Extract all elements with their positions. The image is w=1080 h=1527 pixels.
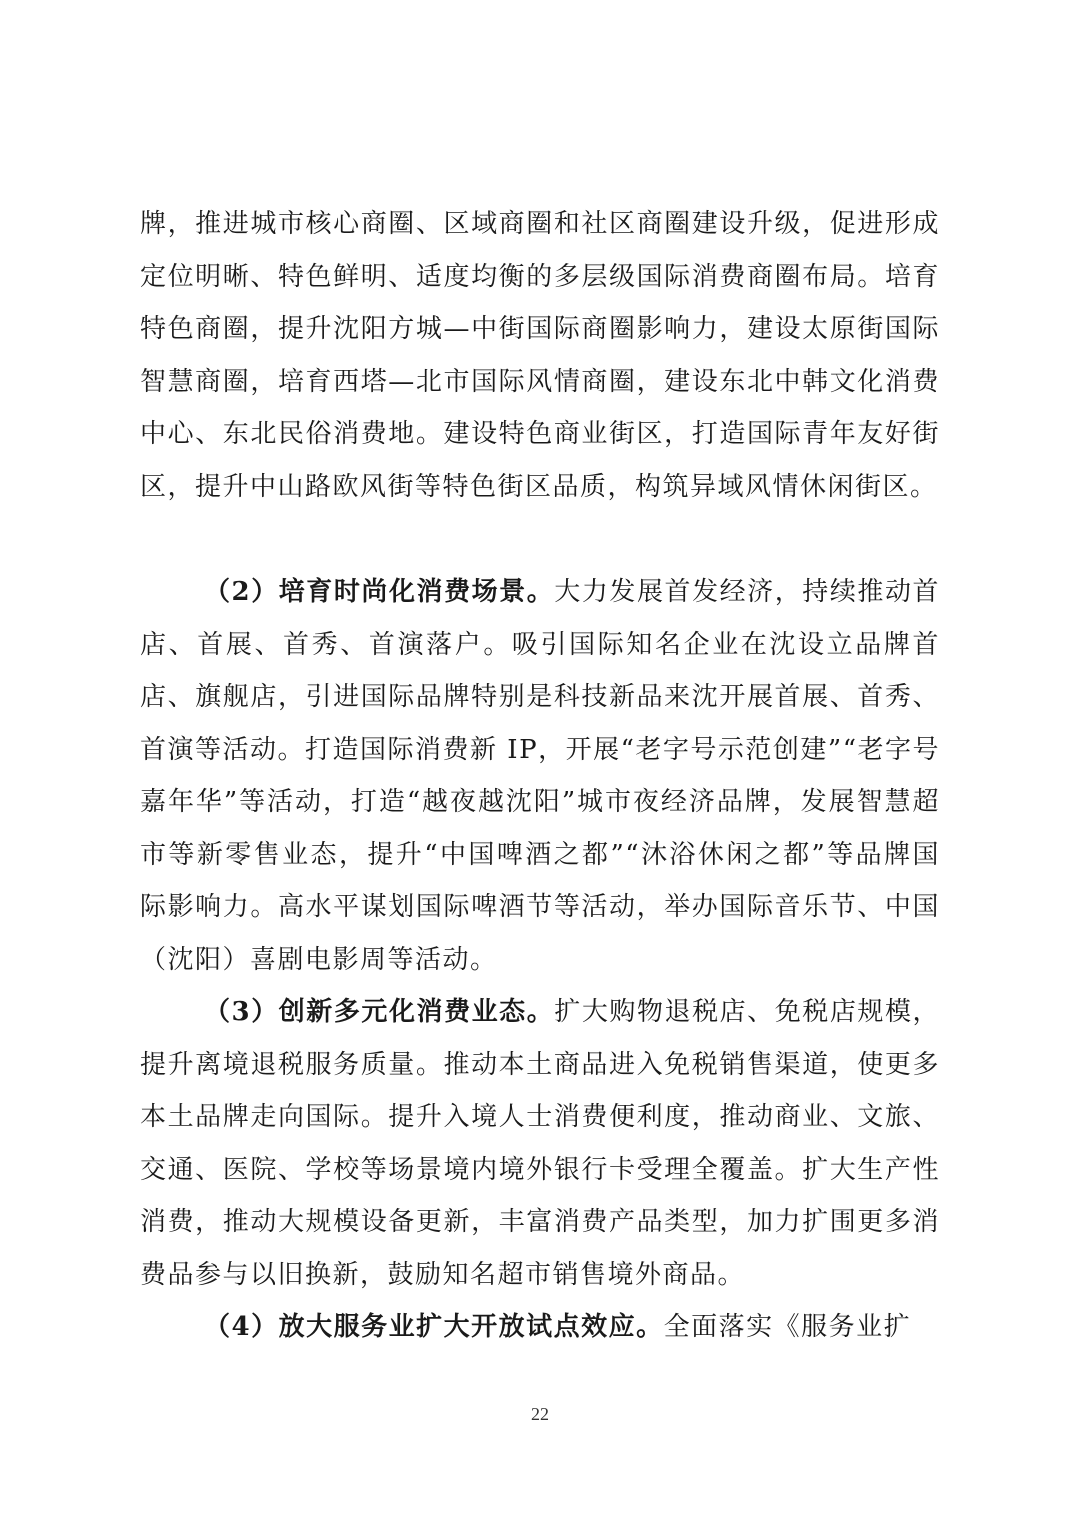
paragraph-diversified-consumption-formats [140, 986, 940, 1301]
paragraph-continuation [140, 198, 940, 513]
paragraph-body-text: 全面落实《服务业扩 [663, 1312, 912, 1342]
paragraph-heading: （3）创新多元化消费业态。 [204, 997, 555, 1027]
page-number: 22 [531, 1404, 549, 1424]
paragraph-service-industry-opening [140, 1301, 940, 1354]
paragraph-body-text: 扩大购物退税店、免税店规模，提升离境退税服务质量。推动本土商品进入免税销售渠道，使更多本土品牌走向国际。提升入境人士消费便利度，推动商业、文旅、交通、医院、学校等场景境内境外银行卡受理全覆盖。扩大生产性消费，推动大规模设备更新，丰富消费产品类型，加力扩围更多消费品参与以旧换新，鼓励知名超市销售境外商品。 [140, 997, 940, 1290]
paragraph-heading: （4）放大服务业扩大开放试点效应。 [204, 1312, 664, 1342]
paragraph-fashion-consumption-scenes [140, 566, 940, 986]
paragraph-body-text: 牌，推进城市核心商圈、区域商圈和社区商圈建设升级，促进形成定位明晰、特色鲜明、适度均衡的多层级国际消费商圈布局。培育特色商圈，提升沈阳方城—中街国际商圈影响力，建设太原街国际智慧商圈，培育西塔—北市国际风情商圈，建设东北中韩文化消费中心、东北民俗消费地。建设特色商业街区，打造国际青年友好街区，提升中山路欧风街等特色街区品质，构筑异域风情休闲街区。 [140, 209, 940, 502]
paragraph-body-text: 大力发展首发经济，持续推动首店、首展、首秀、首演落户。吸引国际知名企业在沈设立品牌首店、旗舰店，引进国际品牌特别是科技新品来沈开展首展、首秀、首演等活动。打造国际消费新 IP，开展“老字号示范创建”“老字号嘉年华”等活动，打造“越夜越沈阳”城市夜经济品牌，发展智慧超市等新零售业态，提升“中国啤酒之都”“沐浴休闲之都”等品牌国际影响力。高水平谋划国际啤酒节等活动，举办国际音乐节、中国（沈阳）喜剧电影周等活动。 [140, 577, 940, 975]
paragraph-heading: （2）培育时尚化消费场景。 [204, 577, 555, 607]
